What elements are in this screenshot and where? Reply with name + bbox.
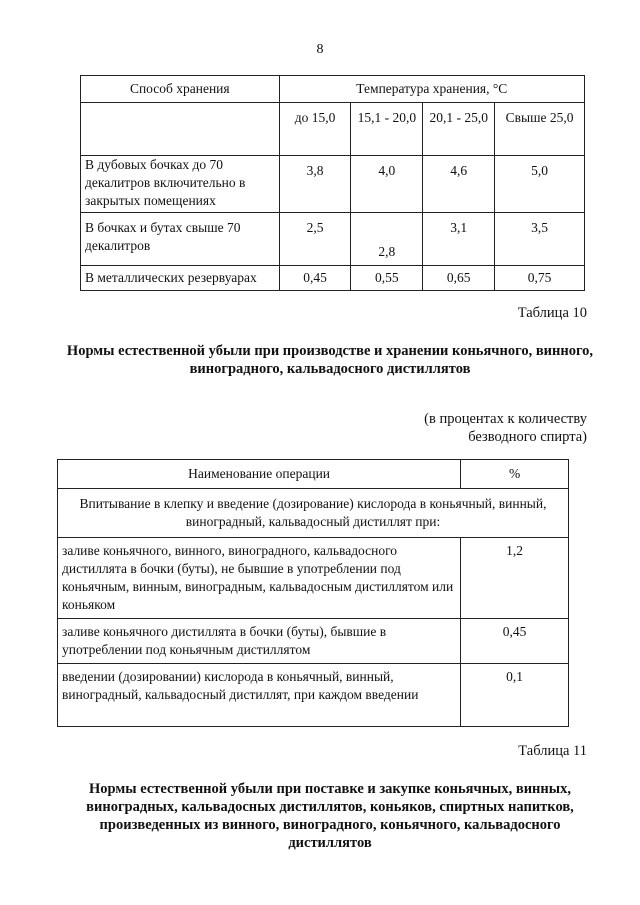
column-header-storage-method: Способ хранения [81, 76, 280, 103]
table-11-caption: Таблица 11 [518, 743, 587, 759]
temp-range-header: до 15,0 [279, 103, 351, 156]
temp-range-header: Свыше 25,0 [495, 103, 585, 156]
table-header-row [81, 76, 585, 103]
row-label: В бочках и бутах свыше 70 декалитров [81, 213, 280, 266]
column-header-operation: Наименование операции [58, 460, 461, 489]
page-number: 8 [316, 42, 324, 57]
table-10-caption: Таблица 10 [517, 305, 587, 321]
column-header-percent: % [461, 460, 569, 489]
table-cell: 2,5 [279, 213, 351, 266]
unit-note: (в процентах к количеству безводного спирта) [424, 411, 587, 445]
temp-range-header: 15,1 - 20,0 [351, 103, 423, 156]
span-row: Впитывание в клепку и введение (дозирование) кислорода в коньячный, винный, виноградный, кальвадосный дистиллят при: [58, 489, 569, 538]
table-cell: 0,65 [423, 266, 495, 291]
row-label: В дубовых бочках до 70 декалитров включительно в закрытых помещениях [81, 156, 280, 213]
column-header-temperature: Температура хранения, °С [279, 76, 584, 103]
table-cell: 0,1 [461, 664, 569, 727]
table-row [58, 619, 569, 664]
row-label: введении (дозировании) кислорода в коньячный, винный, виноградный, кальвадосный дистиллят, при каждом введении [58, 664, 461, 727]
empty-cell [81, 103, 280, 156]
table-cell: 1,2 [461, 538, 569, 619]
table-row [81, 213, 585, 266]
table-row [58, 489, 569, 538]
row-label: заливе коньячного, винного, виноградного, кальвадосного дистиллята в бочки (буты), не бывшие в употреблении под коньячным, винным, виноградным, кальвадосным дистиллятом или коньяком [58, 538, 461, 619]
production-loss-table [57, 459, 569, 727]
row-label: В металлических резервуарах [81, 266, 280, 291]
table-cell: 4,6 [423, 156, 495, 213]
table-cell: 0,45 [461, 619, 569, 664]
table-cell: 3,5 [495, 213, 585, 266]
table-row [81, 156, 585, 213]
temp-range-header: 20,1 - 25,0 [423, 103, 495, 156]
table-cell: 4,0 [351, 156, 423, 213]
table-cell: 0,55 [351, 266, 423, 291]
table-row [58, 538, 569, 619]
storage-loss-table [80, 75, 585, 291]
table-11-title: Нормы естественной убыли при поставке и закупке коньячных, винных, виноградных, кальвадосных дистиллятов, коньяков, спиртных напитков, произведенных из винного, виноградного, коньячного, кальвадосного дистиллятов [86, 781, 574, 851]
table-10-title: Нормы естественной убыли при производстве и хранении коньячного, винного, виноградного, кальвадосного дистиллятов [66, 343, 594, 377]
table-row [81, 266, 585, 291]
table-row [58, 664, 569, 727]
row-label: заливе коньячного дистиллята в бочки (буты), бывшие в употреблении под коньячным дистиллятом [58, 619, 461, 664]
table-cell: 5,0 [495, 156, 585, 213]
table-cell: 2,8 [351, 213, 423, 266]
table-header-row [58, 460, 569, 489]
table-cell: 0,75 [495, 266, 585, 291]
table-cell: 3,8 [279, 156, 351, 213]
table-subheader-row [81, 103, 585, 156]
table-cell: 0,45 [279, 266, 351, 291]
table-cell: 3,1 [423, 213, 495, 266]
